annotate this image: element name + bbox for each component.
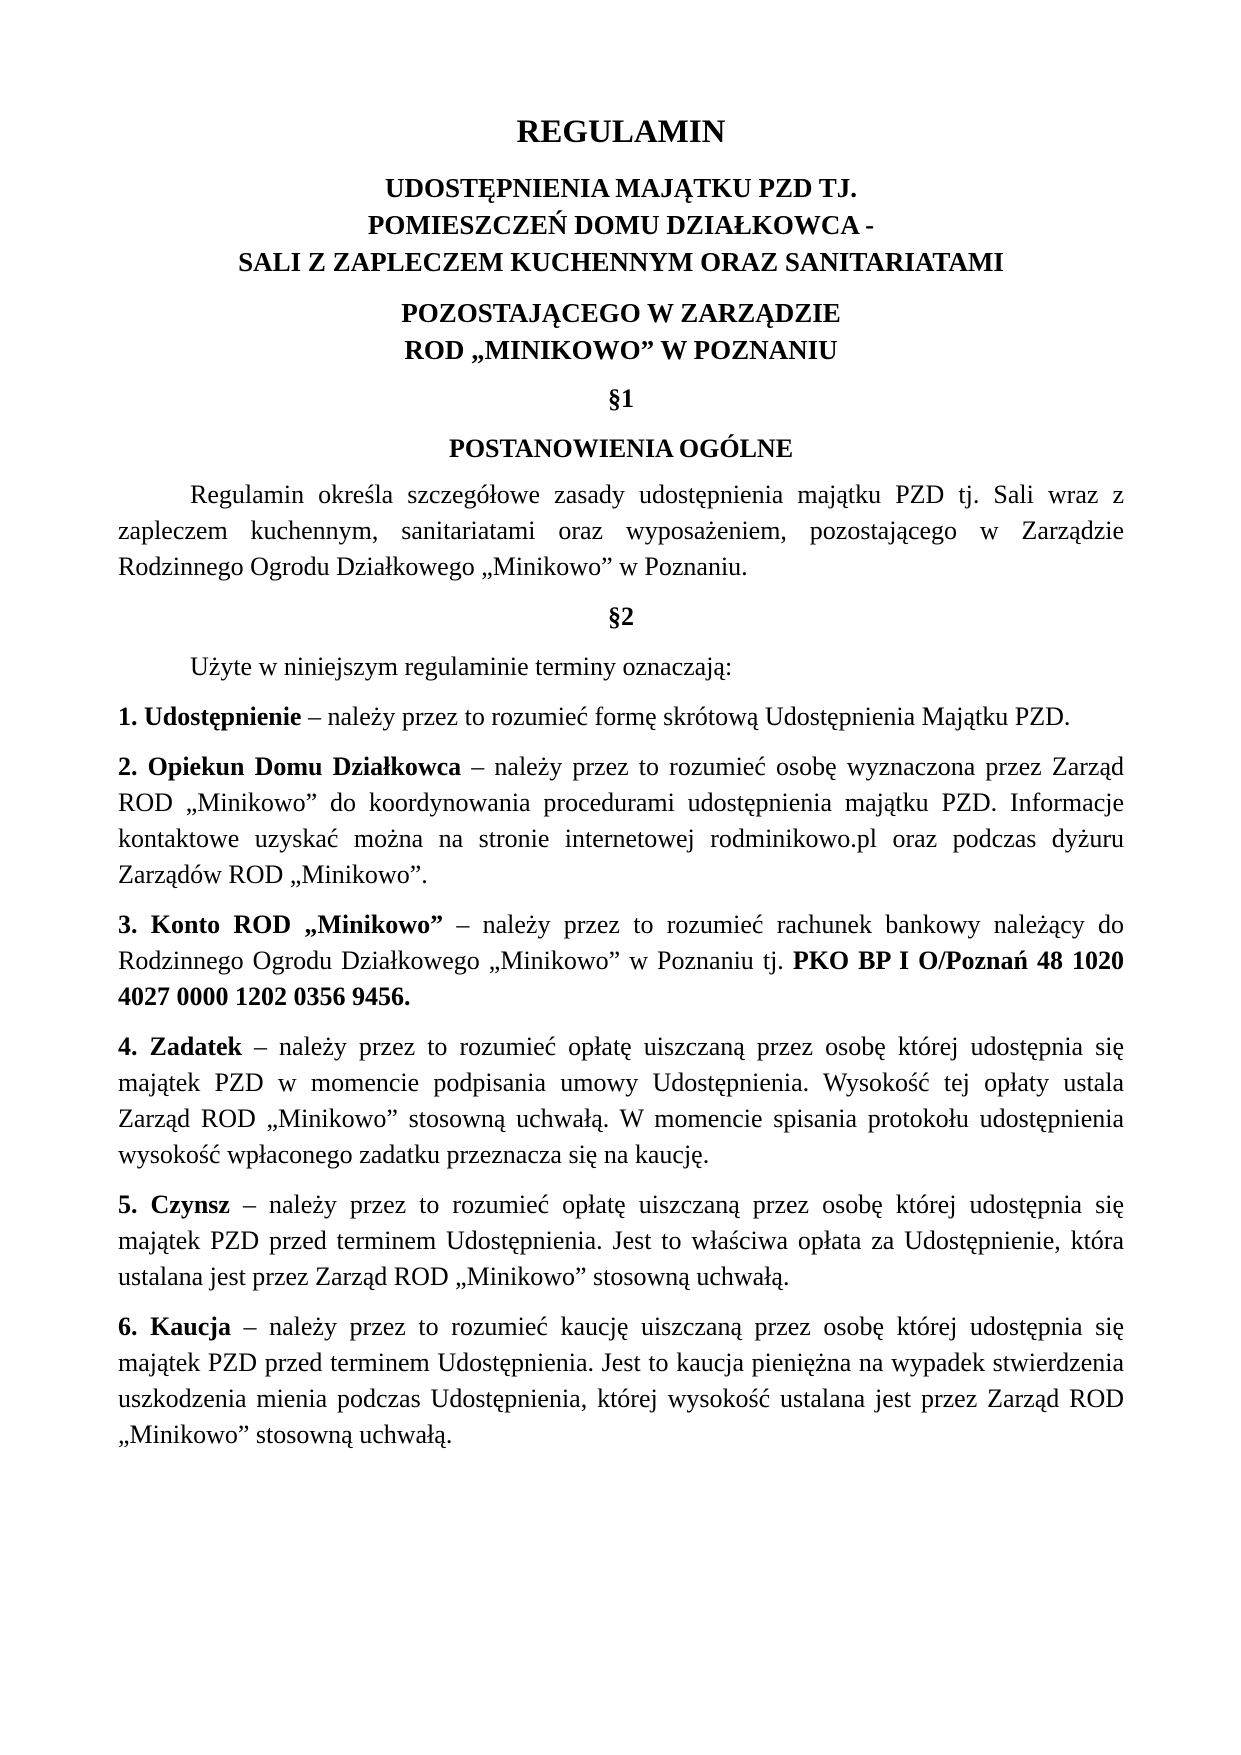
definition-text: – należy przez to rozumieć kaucję uiszczaną przez osobę której udostępnia się majątek PZD przed terminem Udostępnienia. Jest to kaucja pieniężna na wypadek stwierdzenia uszkodzenia mienia podczas Udostępnienia, której wysokość ustalana jest przez Zarząd ROD „Minikowo” stosowną uchwałą. bbox=[118, 1312, 1124, 1449]
definition-text: – należy przez to rozumieć opłatę uiszczaną przez osobę której udostępnia się majątek PZD przed terminem Udostępnienia. Jest to właściwa opłata za Udostępnienie, która ustalana jest przez Zarząd ROD „Minikowo” stosowną uchwałą. bbox=[118, 1190, 1125, 1291]
document-subtitle-1 bbox=[118, 170, 1124, 281]
definition-term: 2. Opiekun Domu Działkowca bbox=[118, 752, 462, 781]
section-1 bbox=[118, 381, 1124, 585]
section-2-intro: Użyte w niniejszym regulaminie terminy oznaczają: bbox=[190, 652, 733, 681]
definition-term: 5. Czynsz bbox=[118, 1190, 230, 1219]
definition-text: – należy przez to rozumieć rachunek bankowy należący do Rodzinnego Ogrodu Działkowego „Minikowo” w Poznaniu tj. bbox=[118, 910, 1124, 975]
subtitle-line: ROD „MINIKOWO” W POZNANIU bbox=[404, 335, 838, 365]
definition-text: – należy przez to rozumieć opłatę uiszczaną przez osobę której udostępnia się majątek PZD w momencie podpisania umowy Udostępnienia. Wysokość tej opłaty ustala Zarząd ROD „Minikowo” stosowną uchwałą. W momencie spisania protokołu udostępnienia wysokość wpłaconego zadatku przeznacza się na kaucję. bbox=[118, 1032, 1124, 1169]
document-page bbox=[118, 112, 1124, 1467]
definition-term: 6. Kaucja bbox=[118, 1312, 231, 1341]
section-1-mark: §1 bbox=[608, 384, 634, 413]
definition-item bbox=[118, 749, 1124, 893]
subtitle-line: POMIESZCZEŃ DOMU DZIAŁKOWCA - bbox=[367, 210, 875, 240]
document-subtitle-2 bbox=[118, 295, 1124, 369]
section-1-heading: POSTANOWIENIA OGÓLNE bbox=[448, 434, 794, 463]
definition-item bbox=[118, 1029, 1124, 1173]
definition-term: 3. Konto ROD „Minikowo” bbox=[118, 910, 444, 939]
section-2 bbox=[118, 599, 1124, 1453]
definition-term: 1. Udostępnienie bbox=[118, 702, 302, 731]
definition-item bbox=[118, 1187, 1124, 1295]
definition-term: 4. Zadatek bbox=[118, 1032, 242, 1061]
definition-text: – należy przez to rozumieć formę skrótową Udostępnienia Majątku PZD. bbox=[301, 702, 1071, 731]
subtitle-line: SALI Z ZAPLECZEM KUCHENNYM ORAZ SANITARIATAMI bbox=[238, 247, 1004, 277]
definition-item bbox=[118, 699, 1124, 735]
bank-account-number: PKO BP I O/Poznań 48 1020 4027 0000 1202 0356 9456. bbox=[118, 946, 1125, 1011]
subtitle-line: UDOSTĘPNIENIA MAJĄTKU PZD TJ. bbox=[384, 173, 858, 203]
definition-text: – należy przez to rozumieć osobę wyznaczona przez Zarząd ROD „Minikowo” do koordynowania procedurami udostępnienia majątku PZD. Informacje kontaktowe uzyskać można na stronie internetowej rodminikowo.pl oraz podczas dyżuru Zarządów ROD „Minikowo”. bbox=[118, 752, 1124, 889]
section-1-text: Regulamin określa szczegółowe zasady udostępnienia majątku PZD tj. Sali wraz z zapleczem kuchennym, sanitariatami oraz wyposażeniem, pozostającego w Zarządzie Rodzinnego Ogrodu Działkowego „Minikowo” w Poznaniu. bbox=[118, 480, 1124, 581]
subtitle-line: POZOSTAJĄCEGO W ZARZĄDZIE bbox=[401, 298, 841, 328]
definition-item bbox=[118, 907, 1124, 1015]
document-title: REGULAMIN bbox=[516, 114, 726, 150]
section-2-mark: §2 bbox=[608, 602, 634, 631]
definition-item bbox=[118, 1309, 1124, 1453]
